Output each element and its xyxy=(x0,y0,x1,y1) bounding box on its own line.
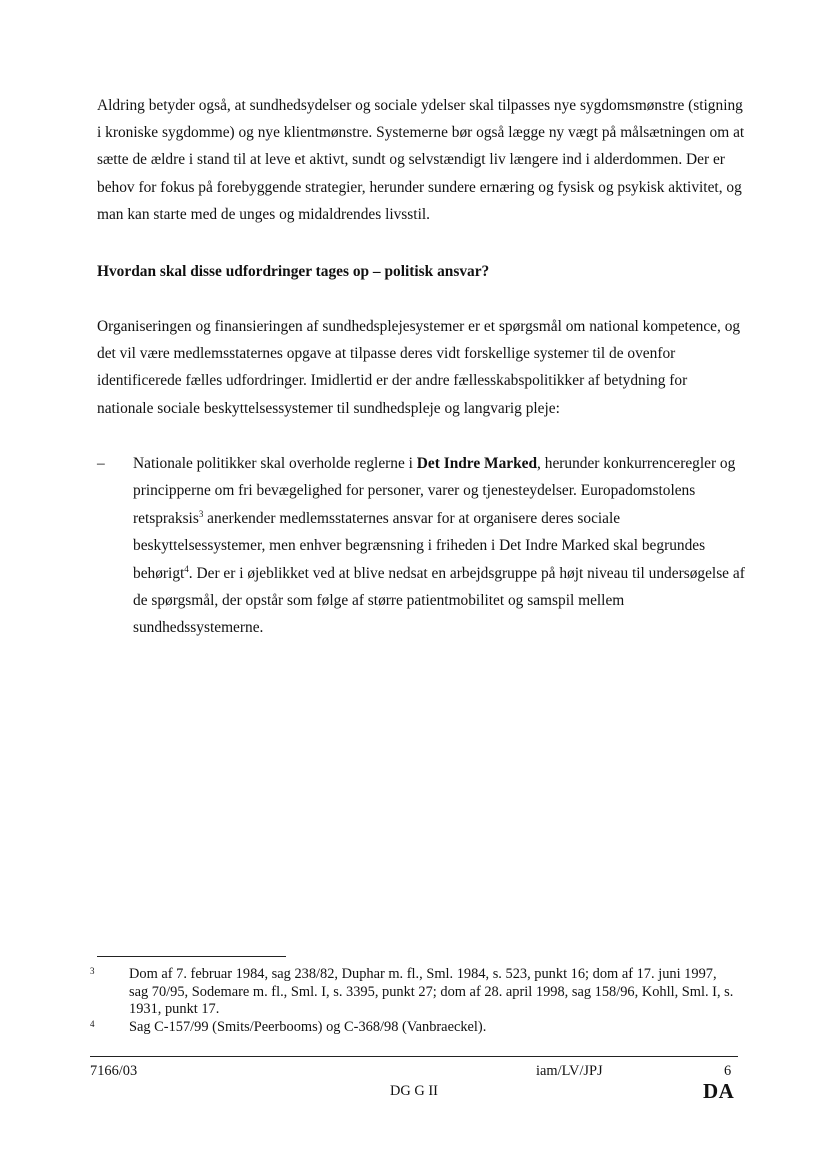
footnote-ref-4[interactable]: 4 xyxy=(184,563,189,574)
footer-language-code: DA xyxy=(703,1079,735,1103)
footer-initials: iam/LV/JPJ xyxy=(536,1063,603,1079)
bullet-dash: – xyxy=(97,455,105,472)
footer-doc-number: 7166/03 xyxy=(90,1063,138,1079)
bullet-bold-term: Det Indre Marked xyxy=(416,455,538,472)
bullet-text xyxy=(133,450,747,642)
bullet-text-part: , herunder konkurrenceregler og principperne om fri bevægelighed for personer, varer og tjenesteydelser. Europadomstolens retspraksis xyxy=(133,455,736,527)
bullet-text-part: anerkender medlemsstaternes ansvar for at organisere deres sociale beskyttelsessystemer, men enhver begrænsning i friheden i Det Indre Marked skal begrundes behørigt xyxy=(133,509,706,582)
footer-department: DG G II xyxy=(390,1083,438,1099)
footnote-number: 4 xyxy=(90,1019,95,1029)
footnote-divider xyxy=(97,956,286,957)
body-paragraph: Aldring betyder også, at sundhedsydelser og sociale ydelser skal tilpasses nye sygdomsmønstre (stigning i kroniske sygdomme) og nye klientmønstre. Systemerne bør også lægge ny vægt på målsætningen om at sætte de ældre i stand til at leve et aktivt, sundt og selvstændigt liv længere ind i alderdommen. Der er behov for fokus på forebyggende strategier, herunder sundere ernæring og fysisk og psykisk aktivitet, og man kan starte med de unges og midaldrendes livsstil. xyxy=(97,97,745,223)
bullet-text-part: . Der er i øjeblikket ved at blive nedsat en arbejdsgruppe på højt niveau til undersøgelse af de spørgsmål, der opstår som følge af større patientmobilitet og samspil mellem sundhedssystemerne. xyxy=(133,564,745,637)
body-paragraph: Organiseringen og finansieringen af sundhedsplejesystemer er et spørgsmål om national kompetence, og det vil være medlemsstaternes opgave at tilpasse deres vidt forskellige systemer til de ovenfor identificerede fælles udfordringer. Imidlertid er der andre fællesskabspolitikker af betydning for nationale sociale beskyttelsessystemer til sundhedspleje og langvarig pleje: xyxy=(97,318,741,417)
footnote-text: Sag C-157/99 (Smits/Peerbooms) og C-368/98 (Vanbraeckel). xyxy=(129,1019,487,1035)
bullet-text-part: Nationale politikker skal overholde reglerne i xyxy=(133,455,417,472)
footnote-ref-3[interactable]: 3 xyxy=(198,508,204,519)
footnote-text: Dom af 7. februar 1984, sag 238/82, Duphar m. fl., Sml. 1984, s. 523, punkt 16; dom af 17. juni 1997, sag 70/95, Sodemare m. fl., Sml. I, s. 3395, punkt 27; dom af 28. april 1998, sag 158/96, Kohll, Sml. I, s. 1931, punkt 17. xyxy=(129,966,734,1017)
footer-divider xyxy=(90,1056,738,1057)
footer-page-number: 6 xyxy=(724,1063,732,1079)
footnote-number: 3 xyxy=(90,966,95,976)
section-heading: Hvordan skal disse udfordringer tages op – politisk ansvar? xyxy=(97,263,490,280)
